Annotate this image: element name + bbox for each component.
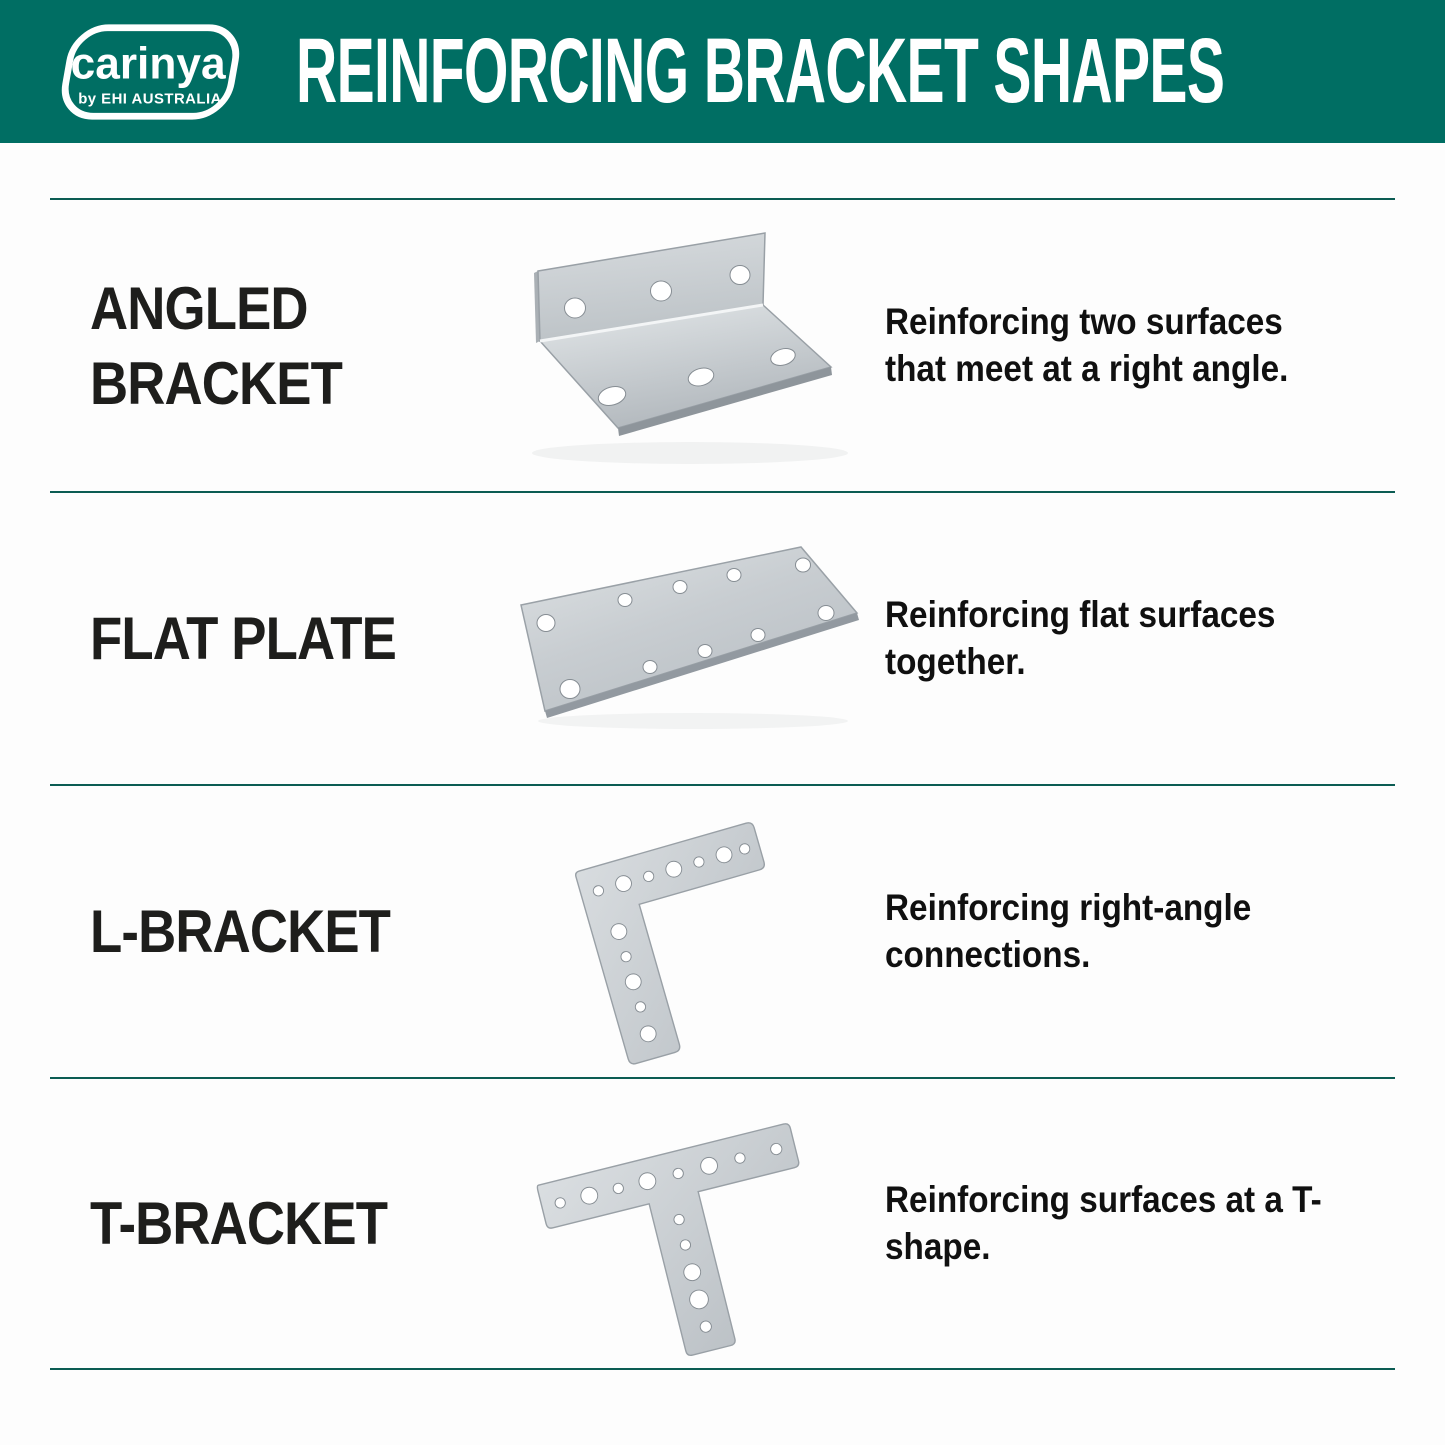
row-description-flat-plate: Reinforcing flat surfaces together. <box>885 594 1276 682</box>
row-description-angled-bracket: Reinforcing two surfaces that meet at a right angle. <box>885 301 1289 389</box>
l-bracket-image <box>540 789 820 1074</box>
row-label-flat-plate: FLAT PLATE <box>90 605 396 672</box>
flat-plate-image <box>488 541 873 736</box>
page-title: REINFORCING BRACKET SHAPES <box>296 20 1225 122</box>
row-image-cell-flat-plate <box>475 541 885 736</box>
row-label-angled-bracket: ANGLED BRACKET <box>90 274 342 417</box>
row-label-t-bracket: T-BRACKET <box>90 1190 388 1257</box>
row-image-cell-l-bracket <box>475 789 885 1074</box>
row-image-cell-angled <box>475 215 885 477</box>
row-description-t-bracket: Reinforcing surfaces at a T-shape. <box>885 1179 1322 1267</box>
t-bracket-image <box>520 1079 840 1369</box>
row-image-cell-t-bracket <box>475 1079 885 1369</box>
logo-subtitle-text: by EHI AUSTRALIA <box>78 91 222 108</box>
angled-bracket-image <box>478 215 883 477</box>
row-label-l-bracket: L-BRACKET <box>90 898 391 965</box>
row-angled-bracket <box>50 198 1395 491</box>
row-l-bracket <box>50 784 1395 1077</box>
carinya-logo <box>50 16 252 128</box>
row-flat-plate <box>50 491 1395 784</box>
logo-brand-text: carinya <box>70 39 226 89</box>
row-t-bracket <box>50 1077 1395 1370</box>
header-banner <box>0 0 1445 143</box>
bracket-rows <box>50 198 1395 1370</box>
row-description-l-bracket: Reinforcing right-angle connections. <box>885 887 1252 975</box>
